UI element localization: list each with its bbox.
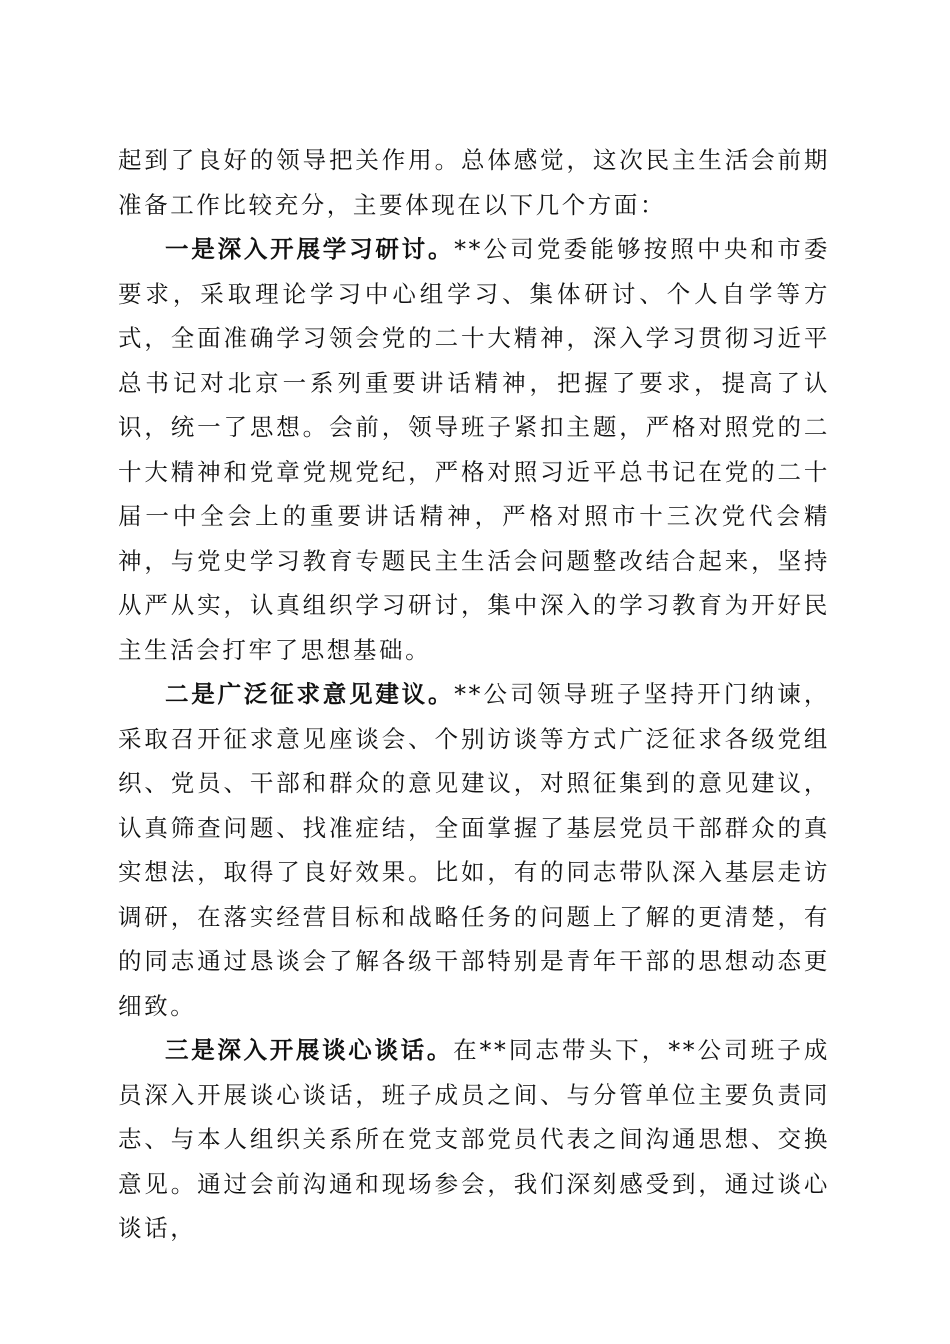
paragraph-opinions bbox=[118, 672, 830, 1028]
paragraph-study-heading: 一是深入开展学习研讨。 bbox=[165, 235, 455, 263]
paragraph-talks-text: 在**同志带头下，**公司班子成员深入开展谈心谈话，班子成员之间、与分管单位主要负责同志、与本人组织关系所在党支部党员代表之间沟通思想、交换意见。通过会前沟通和现场参会，我们深刻感受到，通过谈心谈话， bbox=[118, 1036, 830, 1242]
paragraph-opinions-heading: 二是广泛征求意见建议。 bbox=[165, 680, 455, 708]
paragraph-study bbox=[118, 227, 830, 672]
paragraph-opinions-text: **公司领导班子坚持开门纳谏，采取召开征求意见座谈会、个别访谈等方式广泛征求各级党组织、党员、干部和群众的意见建议，对照征集到的意见建议，认真筛查问题、找准症结，全面掌握了基层党员干部群众的真实想法，取得了良好效果。比如，有的同志带队深入基层走访调研，在落实经营目标和战略任务的问题上了解的更清楚，有的同志通过恳谈会了解各级干部特别是青年干部的思想动态更细致。 bbox=[118, 680, 831, 1020]
paragraph-intro-text: 起到了良好的领导把关作用。总体感觉，这次民主生活会前期准备工作比较充分，主要体现在以下几个方面： bbox=[118, 146, 830, 219]
paragraph-talks bbox=[118, 1028, 830, 1251]
paragraph-intro bbox=[118, 138, 830, 227]
paragraph-talks-heading: 三是深入开展谈心谈话。 bbox=[165, 1036, 454, 1064]
document-body bbox=[118, 138, 830, 1251]
paragraph-study-text: **公司党委能够按照中央和市委要求，采取理论学习中心组学习、集体研讨、个人自学等方式，全面准确学习领会党的二十大精神，深入学习贯彻习近平总书记对北京一系列重要讲话精神，把握了要求，提高了认识，统一了思想。会前，领导班子紧扣主题，严格对照党的二十大精神和党章党规党纪，严格对照习近平总书记在党的二十届一中全会上的重要讲话精神，严格对照市十三次党代会精神，与党史学习教育专题民主生活会问题整改结合起来，坚持从严从实，认真组织学习研讨，集中深入的学习教育为开好民主生活会打牢了思想基础。 bbox=[118, 235, 831, 664]
